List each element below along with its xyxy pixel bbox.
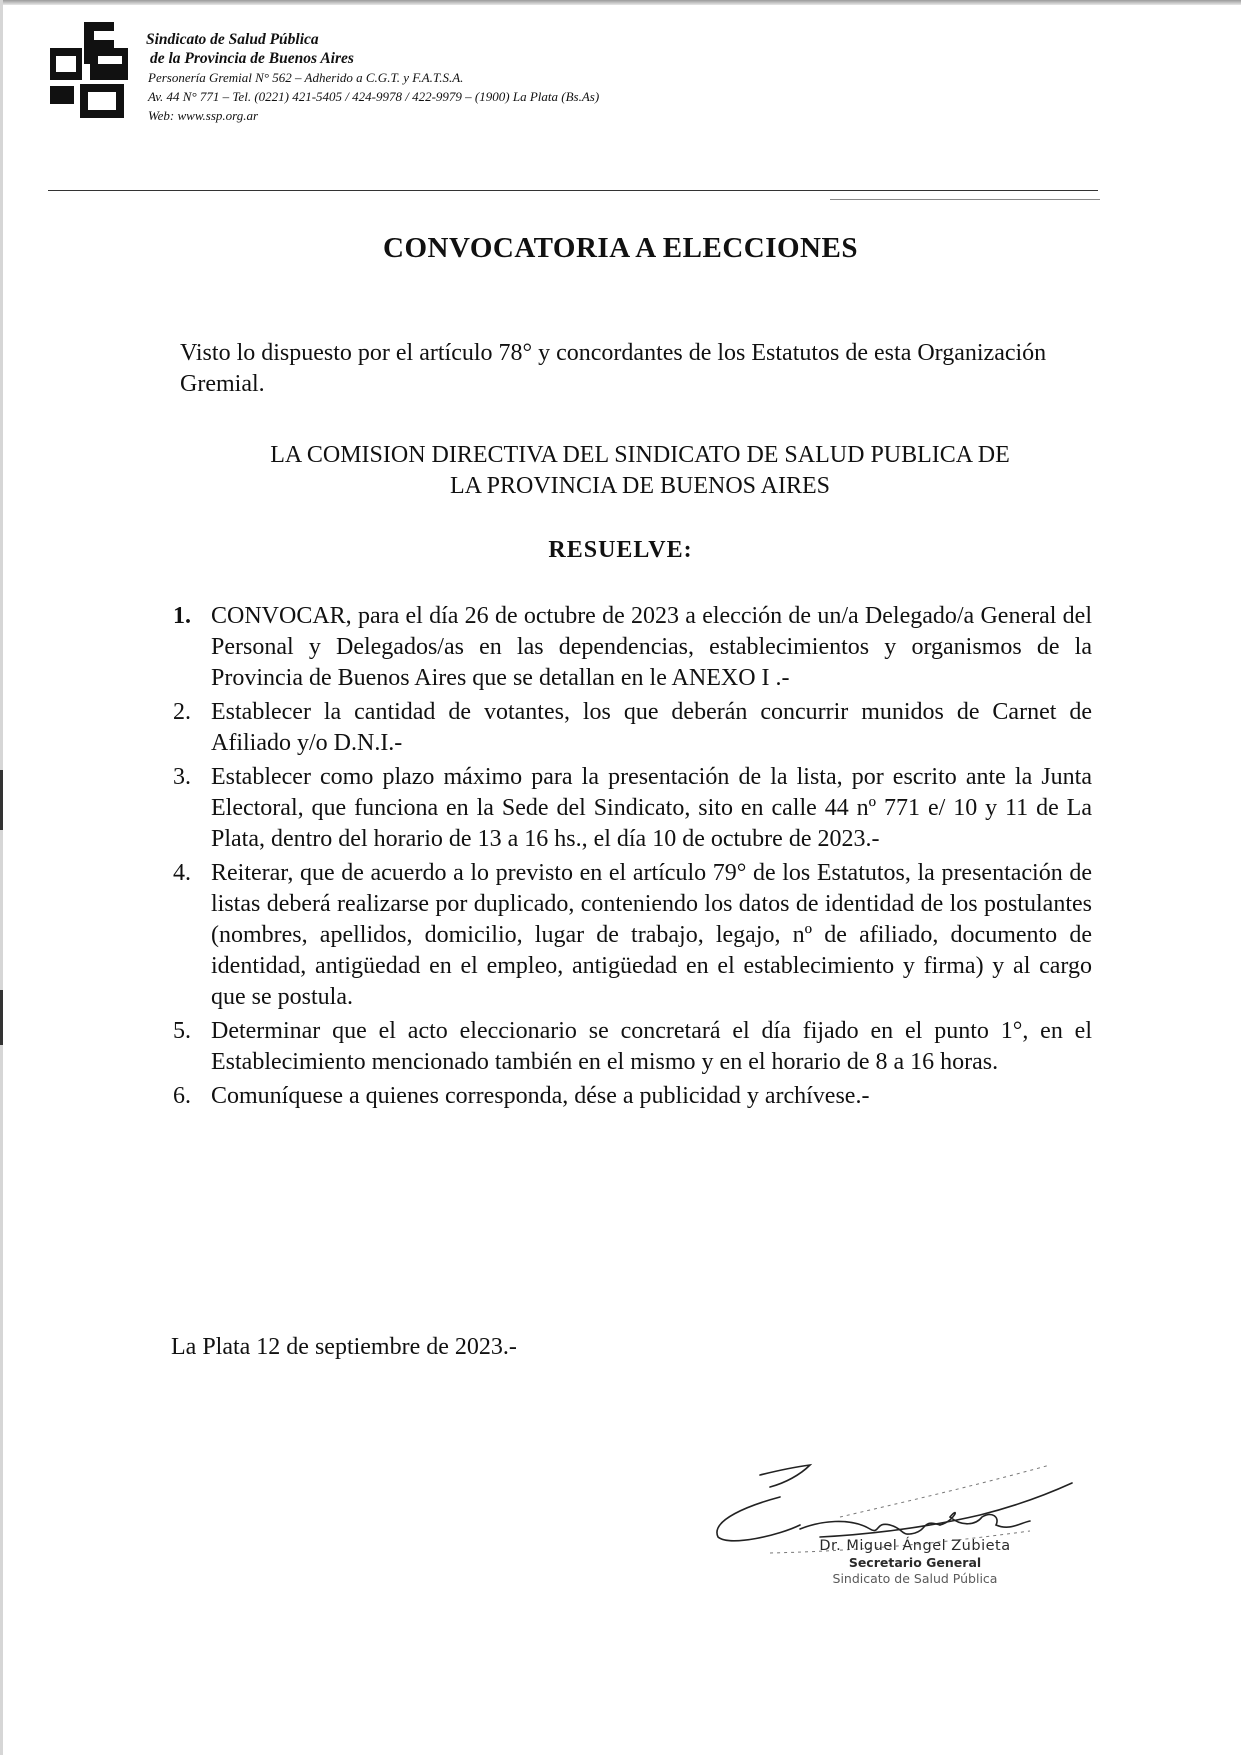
org-name-line2: de la Provincia de Buenos Aires (150, 50, 354, 67)
scan-border-top (0, 0, 1241, 5)
address-line: Av. 44 N° 771 – Tel. (0221) 421-5405 / 424-9978 / 422-9979 – (1900) La Plata (Bs.As) (148, 89, 600, 104)
signature-stamp (765, 1538, 1065, 1586)
item-text: Comuníquese a quienes corresponda, dése a publicidad y archívese.- (211, 1083, 870, 1109)
item-text: Reiterar, que de acuerdo a lo previsto en el artículo 79° de los Estatutos, la presentación de listas deberá realizarse por duplicado, conteniendo los datos de identidad de los postulantes (nombres, apellidos, domicilio, lugar de trabajo, legajo, nº de afiliado, documento de identidad, antigüedad en el empleo, antigüedad en el establecimiento y firma) y al cargo que se postula. (211, 860, 1092, 1010)
item-number: 2. (173, 699, 191, 725)
header-rule-faint (830, 199, 1100, 200)
item-number: 4. (173, 860, 191, 886)
signer-org: Sindicato de Salud Pública (832, 1571, 998, 1586)
commission-heading (170, 440, 1110, 502)
commission-line2: LA PROVINCIA DE BUENOS AIRES (449, 473, 831, 499)
place-and-date: La Plata 12 de septiembre de 2023.- (171, 1334, 517, 1360)
legal-line: Personería Gremial N° 562 – Adherido a C.G.T. y F.A.T.S.A. (148, 70, 464, 85)
item-number: 5. (173, 1018, 191, 1044)
item-text: Establecer la cantidad de votantes, los que deberán concurrir munidos de Carnet de Afiliado y/o D.N.I.- (211, 699, 1092, 756)
page-title: CONVOCATORIA A ELECCIONES (383, 232, 858, 264)
resolution-item (165, 762, 1092, 855)
signer-role: Secretario General (848, 1555, 982, 1570)
item-number: 1. (173, 603, 191, 629)
resolution-item (165, 858, 1092, 1013)
org-header (146, 30, 599, 125)
item-number: 3. (173, 764, 191, 790)
resolution-item (165, 601, 1092, 694)
resolution-list (165, 601, 1092, 1115)
item-number: 6. (173, 1083, 191, 1109)
item-text: CONVOCAR, para el día 26 de octubre de 2023 a elección de un/a Delegado/a General del Personal y Delegados/as en las dependencias, establecimientos y organismos de la Provincia de Buenos Aires que se detallan en le ANEXO I .- (211, 603, 1092, 691)
scan-mark (0, 990, 3, 1045)
commission-line1: LA COMISION DIRECTIVA DEL SINDICATO DE SALUD PUBLICA DE (270, 442, 1010, 468)
header-rule (48, 190, 1098, 191)
resolution-item (165, 1081, 1092, 1112)
intro-paragraph: Visto lo dispuesto por el artículo 78° y concordantes de los Estatutos de esta Organización Gremial. (180, 340, 1047, 397)
item-text: Determinar que el acto eleccionario se concretará el día fijado en el punto 1°, en el Establecimiento mencionado también en el mismo y en el horario de 8 a 16 horas. (211, 1018, 1092, 1075)
item-text: Establecer como plazo máximo para la presentación de la lista, por escrito ante la Junta Electoral, que funciona en la Sede del Sindicato, sito en calle 44 nº 771 e/ 10 y 11 de La Plata, dentro del horario de 13 a 16 hs., el día 10 de octubre de 2023.- (211, 764, 1092, 852)
resolution-item (165, 697, 1092, 759)
web-line: Web: www.ssp.org.ar (148, 108, 259, 123)
resolution-item (165, 1016, 1092, 1078)
org-name-line1: Sindicato de Salud Pública (146, 31, 319, 48)
scan-mark (0, 770, 3, 830)
resolves-heading: RESUELVE: (548, 537, 693, 563)
ssp-logo (50, 22, 134, 122)
signer-name: Dr. Miguel Ángel Zubieta (819, 1538, 1011, 1554)
